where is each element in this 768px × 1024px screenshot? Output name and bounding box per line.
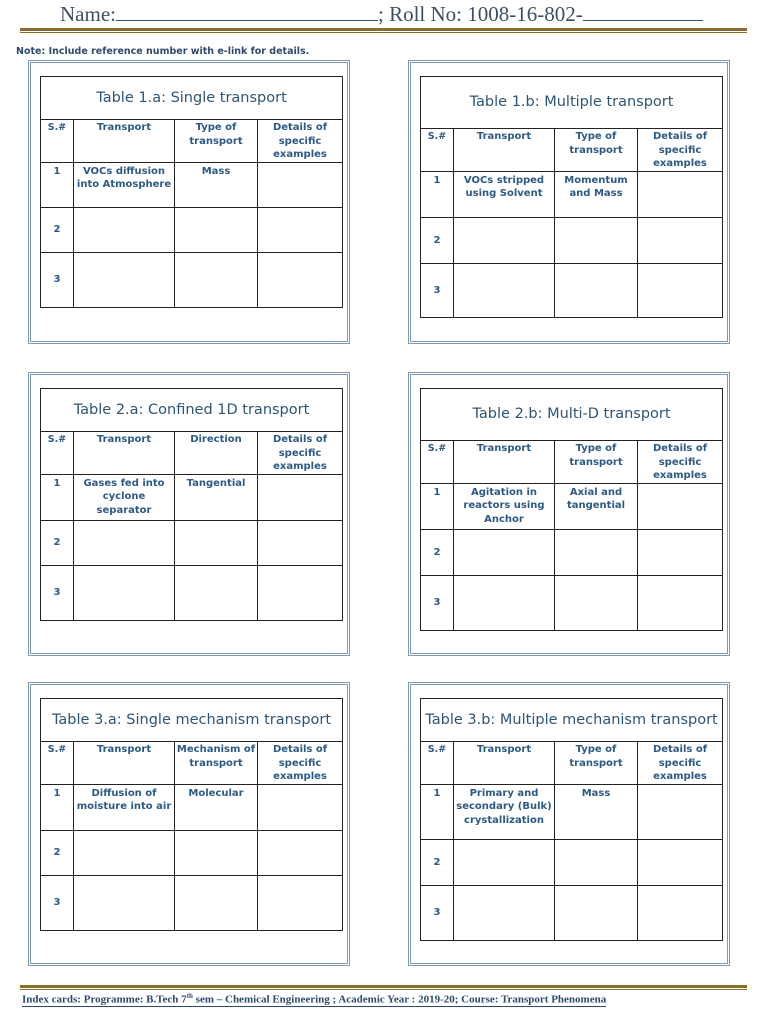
- cell-details[interactable]: [638, 171, 723, 217]
- cell-details[interactable]: [258, 565, 343, 620]
- cell-transport[interactable]: Agitation in reactors using Anchor: [454, 483, 555, 529]
- cell-transport[interactable]: [454, 263, 555, 317]
- cell-transport[interactable]: [74, 207, 175, 252]
- cell-mechanism[interactable]: [175, 830, 258, 875]
- col-header-type: Type of transport: [555, 742, 638, 785]
- col-header-sno: S.#: [41, 120, 74, 163]
- cell-direction[interactable]: [175, 520, 258, 565]
- row-number: 1: [41, 474, 74, 520]
- cell-type[interactable]: Mass: [175, 162, 258, 207]
- table-row: [41, 162, 343, 207]
- cell-transport[interactable]: Gases fed into cyclone separator: [74, 474, 175, 520]
- cell-transport[interactable]: [74, 252, 175, 307]
- col-header-details: Details of specific examples: [258, 120, 343, 163]
- card-table-1a: [28, 60, 350, 344]
- row-number: 3: [421, 885, 454, 940]
- col-header-details: Details of specific examples: [258, 742, 343, 785]
- index-table: [40, 76, 343, 308]
- table-row: [41, 875, 343, 930]
- cell-direction[interactable]: [175, 565, 258, 620]
- table-row: [421, 263, 723, 317]
- card-table-3a: [28, 682, 350, 966]
- col-header-transport: Transport: [454, 441, 555, 484]
- cell-details[interactable]: [638, 784, 723, 839]
- col-header-transport: Transport: [454, 742, 555, 785]
- cell-transport[interactable]: [454, 217, 555, 263]
- footer-text-start: Index cards: Programme: B.Tech 7: [22, 993, 187, 1006]
- table-row: [41, 474, 343, 520]
- footer-text: [22, 992, 606, 1007]
- cell-details[interactable]: [638, 575, 723, 630]
- table-row: [421, 483, 723, 529]
- card-table-1b: [408, 60, 730, 344]
- col-header-sno: S.#: [421, 742, 454, 785]
- row-number: 3: [41, 252, 74, 307]
- cell-transport[interactable]: Primary and secondary (Bulk) crystallization: [454, 784, 555, 839]
- col-header-type: Type of transport: [175, 120, 258, 163]
- row-number: 3: [41, 875, 74, 930]
- table-title: Table 2.a: Confined 1D transport: [41, 389, 343, 432]
- header-line: [60, 0, 720, 28]
- row-number: 1: [421, 483, 454, 529]
- col-header-transport: Transport: [454, 129, 555, 172]
- table-title: Table 3.a: Single mechanism transport: [41, 699, 343, 742]
- card-table-2a: [28, 372, 350, 656]
- col-header-sno: S.#: [41, 432, 74, 475]
- cell-type[interactable]: [175, 207, 258, 252]
- col-header-details: Details of specific examples: [258, 432, 343, 475]
- top-rule: [20, 28, 747, 31]
- cell-transport[interactable]: [454, 529, 555, 575]
- roll-label: ; Roll No: 1008-16-802-: [377, 2, 583, 26]
- roll-blank[interactable]: [583, 0, 703, 21]
- row-number: 3: [421, 575, 454, 630]
- col-header-sno: S.#: [421, 441, 454, 484]
- table-row: [41, 520, 343, 565]
- col-header-transport: Transport: [74, 742, 175, 785]
- cell-mechanism[interactable]: [175, 875, 258, 930]
- card-table-3b: [408, 682, 730, 966]
- cell-mechanism[interactable]: Molecular: [175, 784, 258, 830]
- cell-details[interactable]: [258, 830, 343, 875]
- table-row: [41, 784, 343, 830]
- cell-type[interactable]: Axial and tangential: [555, 483, 638, 529]
- table-row: [41, 565, 343, 620]
- footer-superscript: th: [186, 992, 193, 1000]
- cell-transport[interactable]: [74, 565, 175, 620]
- index-table: [40, 388, 343, 621]
- col-header-details: Details of specific examples: [638, 742, 723, 785]
- table-row: [41, 252, 343, 307]
- cell-details[interactable]: [258, 162, 343, 207]
- cell-type[interactable]: Momentum and Mass: [555, 171, 638, 217]
- row-number: 2: [421, 529, 454, 575]
- table-row: [421, 839, 723, 885]
- table-row: [421, 885, 723, 940]
- table-row: [421, 575, 723, 630]
- cell-details[interactable]: [258, 207, 343, 252]
- row-number: 2: [421, 217, 454, 263]
- card-table-2b: [408, 372, 730, 656]
- cell-details[interactable]: [638, 839, 723, 885]
- cell-type[interactable]: Mass: [555, 784, 638, 839]
- bottom-rule-thin: [20, 989, 747, 990]
- row-number: 1: [421, 784, 454, 839]
- table-title: Table 3.b: Multiple mechanism transport: [421, 699, 723, 742]
- cell-transport[interactable]: [74, 830, 175, 875]
- cell-transport[interactable]: [454, 839, 555, 885]
- col-header-details: Details of specific examples: [638, 129, 723, 172]
- cell-details[interactable]: [258, 520, 343, 565]
- cell-transport[interactable]: VOCs stripped using Solvent: [454, 171, 555, 217]
- table-row: [41, 207, 343, 252]
- cell-type[interactable]: [555, 217, 638, 263]
- table-row: [421, 217, 723, 263]
- bottom-rule: [20, 985, 747, 988]
- cell-type[interactable]: [555, 263, 638, 317]
- table-row: [421, 529, 723, 575]
- col-header-sno: S.#: [421, 129, 454, 172]
- col-header-transport: Transport: [74, 120, 175, 163]
- cell-direction[interactable]: Tangential: [175, 474, 258, 520]
- row-number: 2: [421, 839, 454, 885]
- cell-details[interactable]: [638, 217, 723, 263]
- col-header-sno: S.#: [41, 742, 74, 785]
- cell-type[interactable]: [555, 885, 638, 940]
- cell-transport[interactable]: VOCs diffusion into Atmosphere: [74, 162, 175, 207]
- col-header-type: Type of transport: [555, 441, 638, 484]
- table-title: Table 2.b: Multi-D transport: [421, 389, 723, 441]
- row-number: 1: [41, 784, 74, 830]
- row-number: 2: [41, 830, 74, 875]
- cell-details[interactable]: [638, 483, 723, 529]
- footer-text-end: sem – Chemical Engineering ; Academic Year : 2019-20; Course: Transport Phenomena: [192, 993, 607, 1006]
- note-text: Note: Include reference number with e-link for details.: [16, 46, 310, 57]
- col-header-details: Details of specific examples: [638, 441, 723, 484]
- row-number: 3: [41, 565, 74, 620]
- table-title: Table 1.a: Single transport: [41, 77, 343, 120]
- cell-type[interactable]: [555, 839, 638, 885]
- cell-details[interactable]: [258, 474, 343, 520]
- cell-details[interactable]: [258, 252, 343, 307]
- table-row: [421, 784, 723, 839]
- cell-transport[interactable]: [74, 520, 175, 565]
- index-table: [420, 76, 723, 318]
- top-rule-thin: [20, 32, 747, 33]
- col-header-transport: Transport: [74, 432, 175, 475]
- col-header-type: Type of transport: [555, 129, 638, 172]
- name-label: Name:: [60, 2, 116, 26]
- index-table: [40, 698, 343, 931]
- row-number: 3: [421, 263, 454, 317]
- index-table: [420, 388, 723, 631]
- row-number: 2: [41, 520, 74, 565]
- index-table: [420, 698, 723, 941]
- table-row: [421, 171, 723, 217]
- cell-details[interactable]: [258, 875, 343, 930]
- row-number: 1: [421, 171, 454, 217]
- table-row: [41, 830, 343, 875]
- cell-details[interactable]: [638, 529, 723, 575]
- cell-details[interactable]: [258, 784, 343, 830]
- cell-type[interactable]: [175, 252, 258, 307]
- row-number: 1: [41, 162, 74, 207]
- cell-transport[interactable]: [454, 885, 555, 940]
- cell-transport[interactable]: [454, 575, 555, 630]
- cell-details[interactable]: [638, 885, 723, 940]
- cell-transport[interactable]: [74, 875, 175, 930]
- name-blank[interactable]: [116, 0, 378, 21]
- cell-type[interactable]: [555, 529, 638, 575]
- cell-transport[interactable]: Diffusion of moisture into air: [74, 784, 175, 830]
- col-header-mechanism: Mechanism of transport: [175, 742, 258, 785]
- table-title: Table 1.b: Multiple transport: [421, 77, 723, 129]
- row-number: 2: [41, 207, 74, 252]
- cell-type[interactable]: [555, 575, 638, 630]
- col-header-direction: Direction: [175, 432, 258, 475]
- cell-details[interactable]: [638, 263, 723, 317]
